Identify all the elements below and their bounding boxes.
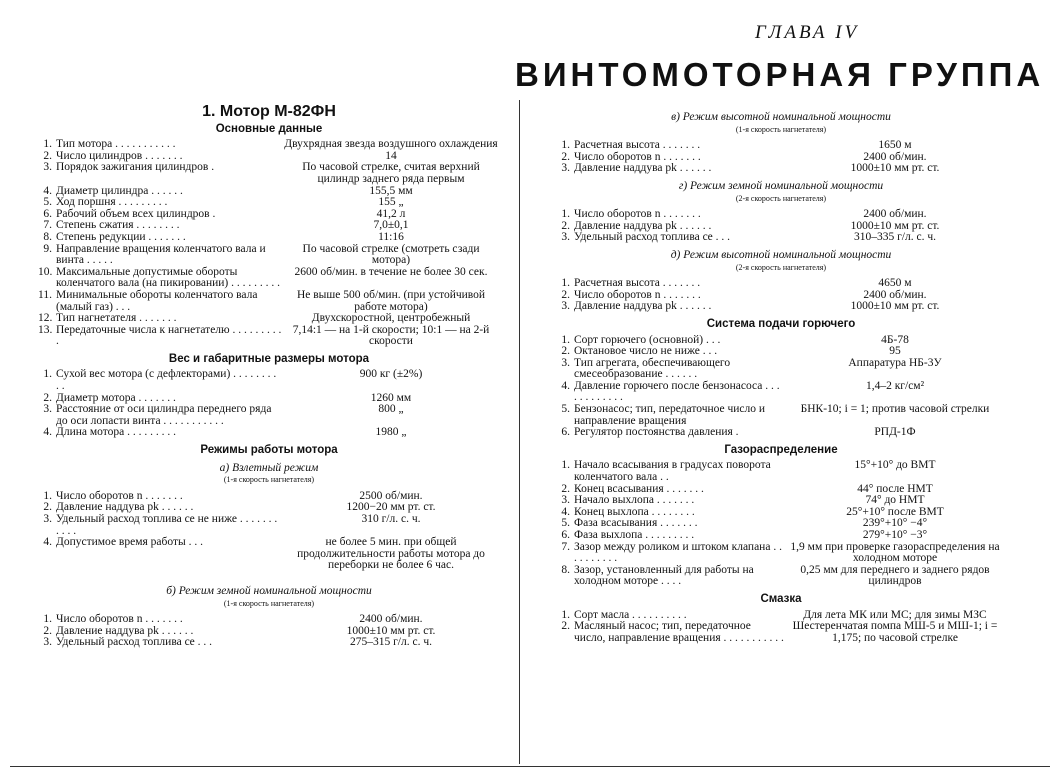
item-value: 900 кг (±2%)	[359, 368, 423, 381]
list-item	[556, 232, 1006, 244]
item-number: 3.	[43, 636, 52, 649]
item-label: Число оборотов n . . . . . . .	[574, 288, 701, 301]
item-value: 1260 мм	[370, 391, 412, 404]
alt2-heading: д) Режим высотной номинальной мощности	[670, 248, 892, 261]
item-number: 3.	[561, 356, 570, 369]
item-value: 155,5 мм	[369, 184, 413, 197]
item-number: 3.	[561, 300, 570, 313]
item-label: Расчетная высота . . . . . . .	[574, 277, 701, 290]
item-value: 2500 об/мин.	[359, 489, 423, 502]
item-value: 4650 м	[878, 277, 912, 290]
left-column	[38, 104, 500, 649]
list-item	[38, 514, 500, 537]
ground-heading: б) Режим земной номинальной мощности	[166, 584, 372, 597]
item-label: Тип мотора . . . . . . . . . . .	[56, 138, 176, 151]
item-number: 2.	[561, 150, 570, 163]
list-item	[556, 621, 1006, 644]
item-number: 3.	[561, 494, 570, 507]
item-value: 44° после НМТ	[857, 482, 933, 495]
basic-data-list	[38, 139, 500, 348]
item-number: 2.	[43, 391, 52, 404]
item-value: Двухрядная звезда воздушного охлаждения	[284, 138, 498, 151]
ground-subheading: (1-я скорость нагнетателя)	[223, 598, 315, 608]
item-number: 1.	[43, 613, 52, 626]
item-label: Рабочий объем всех цилиндров .	[56, 207, 216, 220]
item-number: 7.	[43, 219, 52, 232]
item-number: 8.	[43, 230, 52, 243]
item-value: 800 „	[378, 403, 404, 416]
item-number: 1.	[561, 139, 570, 152]
list-item	[556, 427, 1006, 439]
item-number: 7.	[561, 540, 570, 553]
item-value: 1000±10 мм рт. ст.	[850, 219, 940, 232]
list-item	[556, 381, 1006, 404]
item-value: 1980 „	[375, 426, 407, 439]
list-item	[556, 542, 1006, 565]
modes-heading: Режимы работы мотора	[200, 444, 338, 457]
item-label: Бензонасос; тип, передаточное число и направление вращения	[574, 403, 766, 427]
item-label: Октановое число не ниже . . .	[574, 345, 718, 358]
list-item	[38, 244, 500, 267]
item-label: Степень редукции . . . . . . .	[56, 230, 186, 243]
list-item	[38, 637, 500, 649]
list-item	[556, 209, 1006, 221]
item-label: Удельный расход топлива ce не ниже . . . . . . . . . . .	[56, 513, 278, 537]
item-number: 4.	[43, 184, 52, 197]
item-label: Направление вращения коленчатого вала и винта . . . . .	[56, 242, 266, 267]
item-number: 3.	[43, 403, 52, 416]
page-title: ВИНТОМОТОРНАЯ ГРУППА	[515, 56, 1045, 93]
item-value: 1,9 мм при проверке газораспределения на холодном моторе	[790, 540, 1000, 565]
alt1-heading: в) Режим высотной номинальной мощности	[671, 111, 891, 123]
alt1-list	[556, 140, 1006, 175]
item-value: 15°+10° до ВМТ	[854, 459, 936, 472]
item-value: 95	[889, 345, 901, 358]
item-number: 9.	[43, 242, 52, 255]
item-label: Давление горючего после бензонасоса . . . . . . . . . . . .	[574, 379, 780, 404]
item-value: 275–315 г/л. с. ч.	[349, 636, 433, 649]
item-value: БНК-10; i = 1; против часовой стрелки	[800, 403, 990, 416]
item-value: 14	[385, 149, 397, 162]
item-value: По часовой стрелке (смотреть сзади мотора)	[302, 242, 480, 267]
ground2-heading: г) Режим земной номинальной мощности	[678, 179, 884, 192]
item-value: 2400 об/мин.	[863, 208, 927, 221]
item-number: 1.	[43, 368, 52, 381]
item-number: 3.	[561, 231, 570, 244]
item-number: 6.	[561, 529, 570, 541]
list-item	[556, 278, 1006, 290]
item-number: 2.	[561, 345, 570, 358]
alt1-subheading: (1-я скорость нагнетателя)	[735, 124, 827, 134]
item-value: 0,25 мм для переднего и заднего рядов цилиндров	[800, 563, 990, 588]
item-number: 3.	[561, 162, 570, 175]
ground2-subheading: (2-я скорость нагнетателя)	[735, 193, 827, 203]
item-value: 4Б-78	[881, 333, 909, 346]
item-number: 2.	[43, 149, 52, 162]
item-value: 1200−20 мм рт. ст.	[346, 501, 436, 514]
item-number: 3.	[43, 161, 52, 174]
item-number: 1.	[561, 608, 570, 621]
list-item	[556, 565, 1006, 588]
list-item	[556, 301, 1006, 313]
item-value: РПД-1Ф	[874, 426, 916, 439]
item-value: 41,2 л	[376, 207, 406, 220]
ground2-list	[556, 209, 1006, 244]
list-item	[556, 163, 1006, 175]
item-number: 2.	[43, 624, 52, 637]
list-item	[38, 369, 500, 392]
right-column	[556, 106, 1006, 644]
list-item	[556, 358, 1006, 381]
item-number: 6.	[561, 426, 570, 439]
item-value: 1000±10 мм рт. ст.	[850, 162, 940, 175]
item-value: 155 „	[378, 196, 404, 209]
list-item	[556, 404, 1006, 427]
item-label: Степень сжатия . . . . . . . .	[56, 219, 180, 232]
item-value: 11:16	[378, 230, 404, 243]
list-item	[38, 290, 500, 313]
item-value: 74° до НМТ	[865, 494, 925, 507]
item-label: Число оборотов n . . . . . . .	[574, 208, 701, 221]
gas-list	[556, 460, 1006, 588]
list-item	[38, 427, 500, 439]
item-label: Диаметр мотора . . . . . . .	[56, 391, 176, 404]
gas-heading: Газораспределение	[724, 443, 838, 456]
item-value: 1000±10 мм рт. ст.	[346, 624, 436, 637]
item-label: Фаза выхлопа . . . . . . . . .	[574, 529, 695, 541]
list-item	[556, 530, 1006, 542]
list-item	[38, 404, 500, 427]
item-number: 1.	[561, 459, 570, 472]
item-number: 8.	[561, 563, 570, 576]
item-value: 279°+10° −3°	[862, 529, 928, 541]
item-number: 5.	[561, 517, 570, 530]
item-label: Число оборотов n . . . . . . .	[56, 613, 183, 626]
item-number: 4.	[43, 536, 52, 549]
list-item	[556, 346, 1006, 358]
item-label: Масляный насос; тип, передаточное число, направление вращения . . . . . . . . . . .	[574, 620, 784, 644]
item-value: не более 5 мин. при общей продолжительности работы мотора до переборки не более 6 час.	[297, 536, 485, 572]
item-number: 5.	[561, 403, 570, 416]
item-number: 1.	[561, 277, 570, 290]
list-item	[38, 325, 500, 348]
item-label: Давление наддува pk . . . . . .	[56, 624, 194, 637]
item-label: Минимальные обороты коленчатого вала (малый газ) . . .	[56, 288, 258, 313]
item-number: 2.	[43, 501, 52, 514]
item-label: Диаметр цилиндра . . . . . .	[56, 184, 183, 197]
item-label: Передаточные числа к нагнетателю . . . . . . . . . .	[56, 323, 282, 348]
item-label: Удельный расход топлива ce . . .	[574, 231, 731, 244]
weight-list	[38, 369, 500, 439]
item-label: Число цилиндров . . . . . . .	[56, 149, 183, 162]
item-number: 5.	[43, 196, 52, 209]
item-label: Конец всасывания . . . . . . .	[574, 482, 704, 495]
item-label: Давление наддува pk . . . . . .	[574, 300, 712, 313]
item-label: Регулятор постоянства давления .	[574, 426, 739, 439]
item-number: 4.	[43, 426, 52, 439]
chapter-label: ГЛАВА IV	[755, 22, 860, 43]
fuel-heading: Система подачи горючего	[706, 317, 856, 330]
item-value: 7,0±0,1	[373, 219, 409, 232]
item-value: 310–335 г/л. с. ч.	[853, 231, 937, 244]
list-item	[38, 313, 500, 325]
item-label: Начало всасывания в градусах поворота коленчатого вала . .	[574, 459, 771, 484]
list-item	[38, 232, 500, 244]
item-number: 2.	[561, 620, 570, 633]
item-number: 2.	[561, 288, 570, 301]
item-number: 11.	[38, 288, 52, 301]
item-number: 2.	[561, 482, 570, 495]
alt2-subheading: (2-я скорость нагнетателя)	[735, 262, 827, 272]
item-value: 310 г/л. с. ч.	[361, 513, 421, 525]
item-label: Сорт масла . . . . . . . . . .	[574, 608, 687, 621]
item-label: Фаза всасывания . . . . . . .	[574, 517, 698, 530]
item-number: 6.	[43, 207, 52, 220]
list-item	[38, 537, 500, 572]
item-number: 10.	[38, 265, 53, 278]
item-value: 1000±10 мм рт. ст.	[850, 300, 940, 313]
item-label: Зазор, установленный для работы на холодном моторе . . . .	[574, 563, 754, 588]
item-label: Расстояние от оси цилиндра переднего ряда до оси лопасти винта . . . . . . . . . . .	[56, 403, 272, 427]
item-number: 13.	[38, 323, 53, 336]
item-value: Двухскоростной, центробежный	[311, 312, 471, 325]
oil-heading: Смазка	[760, 592, 802, 605]
item-label: Тип агрегата, обеспечивающего смесеобразование . . . . . .	[574, 356, 731, 381]
takeoff-heading: а) Взлетный режим	[219, 461, 319, 474]
item-label: Число оборотов n . . . . . . .	[574, 150, 701, 163]
item-number: 1.	[561, 333, 570, 346]
item-number: 4.	[561, 505, 570, 518]
takeoff-list	[38, 491, 500, 572]
item-label: Расчетная высота . . . . . . .	[574, 139, 701, 152]
item-number: 2.	[561, 219, 570, 232]
list-item	[38, 267, 500, 290]
item-value: 25°+10° после ВМТ	[846, 505, 944, 518]
item-value: 2400 об/мин.	[359, 613, 423, 626]
item-number: 1.	[561, 208, 570, 221]
item-value: Аппаратура НБ-3У	[848, 356, 942, 369]
list-item	[38, 197, 500, 209]
item-label: Сухой вес мотора (с дефлекторами) . . . . . . . . . .	[56, 368, 277, 393]
item-label: Порядок зажигания цилиндров .	[56, 161, 215, 174]
item-label: Начало выхлопа . . . . . . .	[574, 494, 695, 507]
item-label: Давление наддува pk . . . . . .	[56, 501, 194, 514]
item-number: 3.	[43, 513, 52, 525]
item-value: 2400 об/мин.	[863, 288, 927, 301]
item-number: 4.	[561, 379, 570, 392]
item-label: Ход поршня . . . . . . . . .	[56, 196, 168, 209]
item-value: Не выше 500 об/мин. (при устойчивой работе мотора)	[296, 288, 486, 313]
list-item	[38, 162, 500, 185]
item-value: 239°+10° −4°	[862, 517, 928, 530]
item-label: Конец выхлопа . . . . . . . .	[574, 505, 695, 518]
bottom-rule	[10, 766, 1050, 767]
item-value: 1650 м	[878, 139, 912, 152]
item-value: 7,14:1 — на 1-й скорости; 10:1 — на 2-й скорости	[292, 323, 490, 348]
item-label: Давление наддува pk . . . . . .	[574, 219, 712, 232]
item-label: Допустимое время работы . . .	[56, 536, 203, 549]
item-label: Тип нагнетателя . . . . . . .	[56, 312, 177, 325]
item-label: Сорт горючего (основной) . . .	[574, 333, 721, 346]
alt2-list	[556, 278, 1006, 313]
item-number: 1.	[43, 138, 52, 151]
item-value: Для лета МК или МС; для зимы МЗС	[803, 608, 987, 621]
item-label: Длина мотора . . . . . . . . .	[56, 426, 176, 439]
item-value: 2400 об/мин.	[863, 150, 927, 163]
item-value: По часовой стрелке, считая верхний цилиндр заднего ряда первым	[302, 161, 480, 185]
item-label: Давление наддува pk . . . . . .	[574, 162, 712, 175]
takeoff-subheading: (1-я скорость нагнетателя)	[223, 475, 315, 485]
fuel-list	[556, 335, 1006, 439]
item-number: 12.	[38, 312, 53, 325]
item-number: 1.	[43, 489, 52, 502]
item-label: Зазор между роликом и штоком клапана . . . . . . . . . .	[574, 540, 782, 565]
weight-heading: Вес и габаритные размеры мотора	[168, 352, 370, 365]
item-value: Шестеренчатая помпа МШ-5 и МШ-1; i = 1,175; по часовой стрелке	[792, 620, 998, 644]
item-value: 2600 об/мин. в течение не более 30 сек.	[294, 265, 488, 278]
item-value: 1,4–2 кг/см²	[865, 379, 925, 392]
basic-data-heading: Основные данные	[215, 122, 323, 135]
oil-list	[556, 610, 1006, 645]
item-label: Удельный расход топлива ce . . .	[56, 636, 213, 649]
section-title: 1. Мотор М-82ФН	[202, 103, 336, 120]
column-divider	[519, 100, 520, 764]
item-label: Максимальные допустимые обороты коленчатого вала (на пикировании) . . . . . . . . .	[56, 265, 281, 290]
list-item	[556, 460, 1006, 483]
item-label: Число оборотов n . . . . . . .	[56, 489, 183, 502]
ground-list	[38, 614, 500, 649]
list-item	[38, 614, 500, 626]
